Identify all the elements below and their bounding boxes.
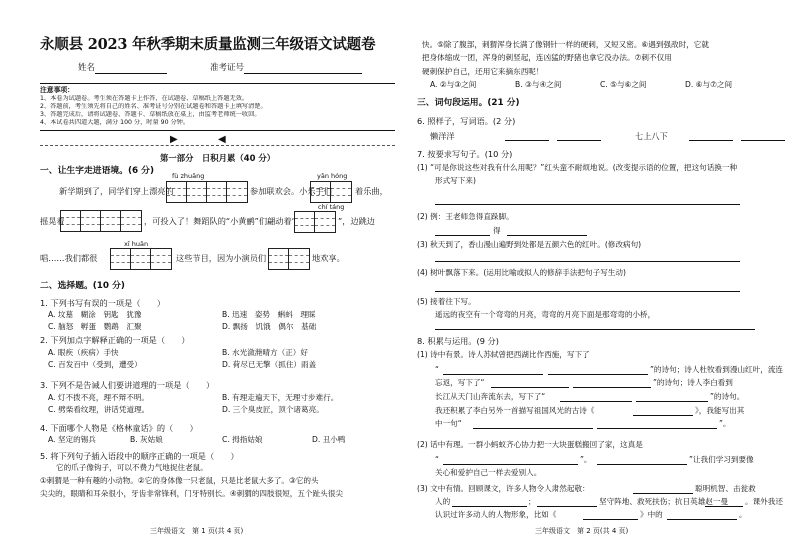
section-heading: 三、词句段运用。(21 分) (417, 98, 520, 108)
question: (4) 树叶飘落下来。(运用比喻或拟人的修辞手法把句子写生动) (417, 268, 626, 277)
text-line: 地欢享。 (312, 253, 345, 263)
answer-line[interactable] (435, 322, 755, 330)
option[interactable]: A. 坟墓 糊涂 钥匙 犹豫 (48, 310, 142, 319)
answer-blank[interactable] (473, 419, 593, 429)
section-heading: 一、让生字走进语境。(6 分) (40, 166, 154, 176)
note-line: 2、答题前，考生须先将自己的姓名、准考证号分别在试题卷和答题卡上填写清楚。 (40, 102, 267, 110)
option[interactable]: D. 荷尽已无擎（抓住）雨盖 (222, 360, 317, 369)
option[interactable]: B. 迅速 姿势 蝌蚪 理睬 (222, 310, 316, 319)
answer-blank[interactable] (741, 131, 785, 141)
id-field[interactable] (210, 63, 362, 74)
answer-line[interactable] (435, 197, 740, 205)
page-footer: 三年级语文 第 2 页(共 4 页) (535, 527, 629, 535)
page-2: 快。⑤除了腹部，刺猬浑身长满了像钢针一样的硬刺，又短又密。⑥遇到强敌时，它就 把身体缩成一团，浑身的刺竖起，连凶猛的野猪也拿它没办法。⑦刺不仅用 硬刺保护自己，还用它来摘东西呢！ A. ②与③之间 B. ③与④之间 C. ⑤与⑥之间 D. ⑥与⑦之间 三、词句段运用。(21 分) 6. 照样子，写词语。(2 分) 懒洋洋 七上八下 7. 按要求写句子。(10 分) (1) “可是你说这些对我有什么用呢？”红头蛮不耐烦地说。(改变提示语的位置，把这句话换一种 形式写下来) (2) 例：王老师急得直跺脚。 得 (3) 秋天到了，香山漫山遍野到处都是五颜六色的红叶。(修改病句) (4) 树叶飘落下来。(运用比喻或拟人的修辞手法把句子写生动) (5) 接着往下写。 遥远的夜空有一个弯弯的月亮，弯弯的月亮下面是那弯弯的小桥， 8. 积累与运用。(9 分) (1) 诗中有景。诗人苏轼曾把西湖比作西施，写下了 “ ”的诗句；诗人杜牧看到漫山红叶，流连 忘返，写下了“ ”的诗句；诗人李白看到 长江从天门山奔流东去，写下了“ ”的诗句。 我还积累了李白另外一首描写祖国风光的古诗《 》，我能写出其 中一句“ ”。 (2) 话中有理。一群小蚂蚁齐心协力把一大块蛋糕搬回了家，这真是 “ ”。 ”让我们学习到要像 关心和爱护自己一样去爱别人。 (3) 文中有情。回顾课文，许多人物令人肃然起敬： 聪明机智、击瓮救 人的 ； 坚守阵地、救死扶伤；抗日英雄赵一曼 。课外我还 认识过许多动人的人物形象，比如《 》中的 。 三年级语文 第 2 页(共 4 页) (405, 0, 794, 549)
option[interactable]: C. 劈柴看纹理，讲话凭道理。 (48, 405, 150, 414)
answer-grid[interactable] (268, 248, 310, 270)
answer-blank[interactable] (560, 392, 632, 402)
option[interactable]: C. 脑怒 孵蛋 鹦鹉 汇聚 (48, 322, 142, 331)
passage-line: 遥远的夜空有一个弯弯的月亮，弯弯的月亮下面是那弯弯的小桥， (435, 310, 656, 319)
option[interactable]: C. 拇指姑娘 (222, 435, 263, 444)
question: 形式写下来) (435, 176, 476, 185)
answer-line[interactable] (435, 284, 740, 292)
question: (3) 秋天到了，香山漫山遍野到处都是五颜六色的红叶。(修改病句) (417, 240, 642, 249)
option[interactable]: A. 眼疾（疾病）手快 (48, 348, 119, 357)
option[interactable]: B. 灰姑娘 (130, 435, 163, 444)
question: (2) 话中有理。一群小蚂蚁齐心协力把一大块蛋糕搬回了家，这真是 (417, 440, 643, 449)
answer-blank[interactable] (705, 497, 743, 507)
answer-blank[interactable] (491, 378, 569, 388)
question: 4. 下面哪个人物是《格林童话》的（ ） (40, 423, 198, 433)
note-line: 3、答题完成后，请将试题卷、答题卡、草稿纸放在桌上，由监考老师统一收回。 (40, 110, 261, 118)
question: (1) “可是你说这些对我有什么用呢？”红头蛮不耐烦地说。(改变提示语的位置，把这句话换一种 (417, 163, 738, 172)
note-line: 4、本试卷共四道大题，满分 100 分，时量 90 分钟。 (40, 119, 190, 127)
answer-blank[interactable] (633, 406, 693, 416)
text-line: 参加联欢会。小乐手们 (250, 186, 332, 196)
answer-blank[interactable] (452, 497, 527, 507)
answer-blank[interactable] (443, 455, 578, 465)
text-line: 着乐曲， (355, 186, 388, 196)
text-line: 新学期到了，同学们穿上漂亮的 (59, 186, 174, 196)
id-label: 准考证号 (210, 63, 245, 73)
question: (5) 接着往下写。 (417, 297, 476, 306)
option[interactable]: D. 飘扬 饥饿 偶尔 基础 (222, 322, 317, 331)
answer-blank[interactable] (505, 131, 549, 141)
answer-blank[interactable] (583, 510, 638, 520)
text-line: 唱……我们都很 (40, 253, 98, 263)
section-heading: 二、选择题。(10 分) (40, 281, 125, 291)
page-footer: 三年级语文 第 1 页(共 4 页) (150, 527, 244, 535)
option[interactable]: A. 灯不拨不亮，理不辩不明。 (48, 393, 150, 402)
name-label: 姓名 (78, 63, 96, 73)
question: (1) 诗中有景。诗人苏轼曾把西湖比作西施，写下了 (417, 350, 590, 359)
instructions (40, 83, 395, 131)
part-heading: 第一部分 日积月累（40 分） (160, 153, 276, 163)
pinyin: fù zhuāng (172, 172, 205, 180)
name-field[interactable] (78, 63, 167, 74)
question: 8. 积累与运用。(9 分) (417, 336, 499, 346)
example-word: 懒洋洋 (430, 131, 455, 141)
pinyin: yān hóng (317, 172, 348, 180)
option[interactable]: A. ②与③之间 (430, 80, 477, 89)
answer-blank[interactable] (557, 131, 601, 141)
answer-blank[interactable] (537, 497, 597, 507)
text-line: 这些节目，因为小演员们 (176, 253, 267, 263)
option[interactable]: B. ③与④之间 (515, 80, 562, 89)
answer-blank[interactable] (689, 131, 733, 141)
answer-blank[interactable] (633, 484, 693, 494)
answer-blank[interactable] (435, 226, 490, 236)
option[interactable]: B. 有理走遍天下，无理寸步难行。 (222, 393, 339, 402)
question: 7. 按要求写句子。(10 分) (417, 149, 513, 159)
text-line: ”，边跳边 (338, 216, 375, 226)
question: 6. 照样子，写词语。(2 分) (417, 116, 516, 126)
passage-line: ①刺猬是一种有趣的小动物。②它的身体像一只老鼠，只是比老鼠大多了。③它的头 (40, 476, 319, 485)
answer-grid[interactable] (166, 181, 248, 203)
question: 5. 将下列句子插入语段中的顺序正确的一项是（ ） (40, 451, 239, 461)
passage-line: 快。⑤除了腹部，刺猬浑身长满了像钢针一样的硬刺，又短又密。⑥遇到强敌时，它就 (422, 40, 709, 49)
answer-blank[interactable] (443, 365, 543, 375)
passage-line: 它的爪子像钩子，可以不费力气地捉住老鼠。 (56, 463, 208, 472)
question: 3. 下列不是告诫人们要讲道理的一项是（ ） (40, 380, 215, 390)
answer-grid[interactable] (60, 210, 142, 232)
pinyin: chí táng (318, 203, 345, 211)
pinyin: xī huān (124, 240, 149, 248)
text-line: ，可投入了！舞蹈队的“小黄鹂”们翩动着“ (144, 216, 296, 226)
passage-line: 尖尖的，眼睛和耳朵很小，牙齿非常锋利，门牙特别长。④刺猬的四肢很短，五个趾头很尖 (40, 489, 343, 498)
passage-line: 硬刺保护自己，还用它来摘东西呢！ (422, 67, 544, 76)
question: (3) 文中有情。回顾课文，许多人物令人肃然起敬： (417, 484, 590, 493)
passage-line: 把身体缩成一团，浑身的刺竖起，连凶猛的野猪也拿它没办法。⑦刺不仅用 (422, 53, 672, 62)
question: 2. 下列加点字解释正确的一项是（ ） (40, 335, 190, 345)
answer-blank[interactable] (573, 378, 651, 388)
notes-title: 注意事项： (40, 86, 74, 94)
option[interactable]: C. ⑤与⑥之间 (600, 80, 647, 89)
option[interactable]: B. 水光潋滟晴方（正）好 (222, 348, 308, 357)
option[interactable]: A. 坚定的锡兵 (48, 435, 96, 444)
answer-blank[interactable] (636, 392, 708, 402)
answer-grid[interactable] (110, 248, 172, 270)
option[interactable]: D. 三个臭皮匠，顶个诸葛亮。 (222, 405, 324, 414)
divider: ▶ ◀ (40, 138, 395, 146)
exam-title: 永顺县 2023 年秋季期末质量监测三年级语文试题卷 (40, 36, 376, 53)
note-line: 1、本卷为试题卷。考生须在答题卡上作答，在试题卷、草稿纸上答题无效。 (40, 94, 249, 102)
answer-blank[interactable] (548, 365, 648, 375)
option[interactable]: D. 丑小鸭 (312, 435, 346, 444)
option[interactable]: C. 百发百中（受到，遭受） (48, 360, 142, 369)
answer-blank[interactable] (667, 510, 737, 520)
fill-word: 得 (493, 226, 501, 235)
option[interactable]: D. ⑥与⑦之间 (685, 80, 733, 89)
answer-grid[interactable] (294, 211, 336, 233)
answer-blank[interactable] (597, 455, 687, 465)
text-line: 摇晃着 (40, 216, 65, 226)
answer-blank[interactable] (507, 226, 587, 236)
question: 1. 下列书写有误的一项是（ ） (40, 298, 166, 308)
example-word: 七上八下 (635, 131, 668, 141)
answer-line[interactable] (435, 254, 740, 262)
answer-blank[interactable] (597, 419, 717, 429)
question: (2) 例：王老师急得直跺脚。 (417, 212, 514, 221)
